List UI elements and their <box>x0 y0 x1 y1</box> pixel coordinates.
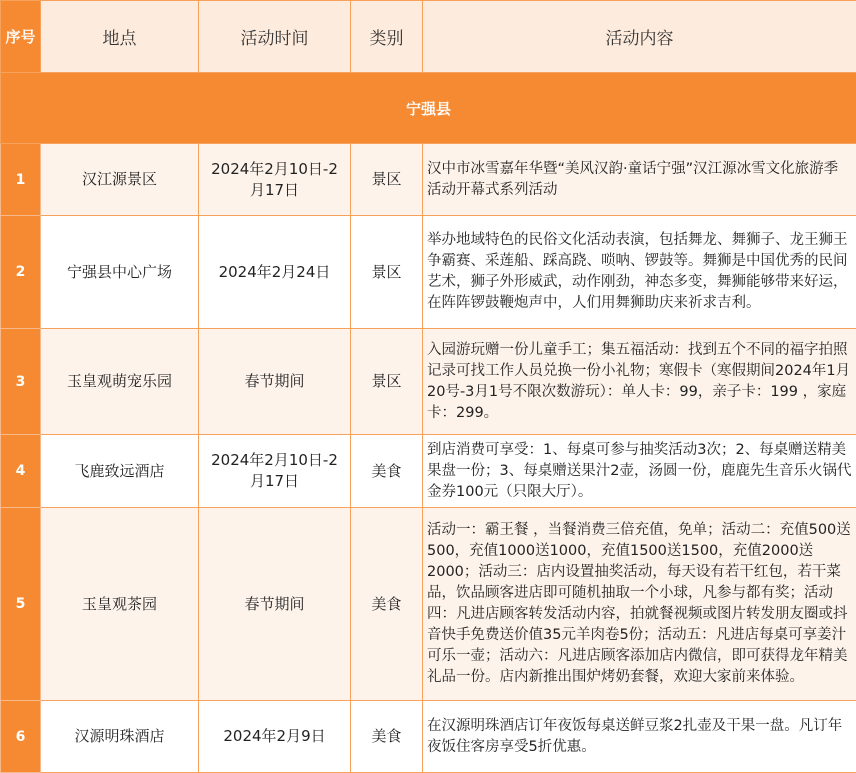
row-category: 美食 <box>351 508 423 701</box>
row-time: 2024年2月10日-2月17日 <box>199 435 351 508</box>
row-place: 汉源明珠酒店 <box>41 701 199 773</box>
table-row <box>1 701 856 773</box>
header-time: 活动时间 <box>199 1 351 73</box>
row-category: 美食 <box>351 701 423 773</box>
row-time: 春节期间 <box>199 329 351 435</box>
row-time: 2024年2月9日 <box>199 701 351 773</box>
row-number: 6 <box>1 701 41 773</box>
row-content: 到店消费可享受：1、每桌可参与抽奖活动3次；2、每桌赠送精美果盘一份；3、每桌赠送果汁2壶，汤圆一份，鹿鹿先生音乐火锅代金券100元（只限大厅）。 <box>423 435 856 508</box>
header-place: 地点 <box>41 1 199 73</box>
table-header-row <box>1 1 856 73</box>
row-number: 4 <box>1 435 41 508</box>
row-place: 飞鹿致远酒店 <box>41 435 199 508</box>
row-category: 景区 <box>351 216 423 329</box>
row-place: 汉江源景区 <box>41 144 199 216</box>
row-content: 在汉源明珠酒店订年夜饭每桌送鲜豆浆2扎壶及干果一盘。凡订年夜饭住客房享受5折优惠。 <box>423 701 856 773</box>
row-content: 入园游玩赠一份儿童手工；集五福活动：找到五个不同的福字拍照记录可找工作人员兑换一份小礼物；寒假卡（寒假期间2024年1月20号-3月1号不限次数游玩）：单人卡：99，亲子卡：199 ，家庭卡：299。 <box>423 329 856 435</box>
row-content: 汉中市冰雪嘉年华暨“美风汉韵·童话宁强”汉江源冰雪文化旅游季活动开幕式系列活动 <box>423 144 856 216</box>
row-number: 2 <box>1 216 41 329</box>
row-content: 举办地域特色的民俗文化活动表演，包括舞龙、舞狮子、龙王狮王争霸赛、采莲船、踩高跷、唢呐、锣鼓等。舞狮是中国优秀的民间艺术，狮子外形威武，动作刚劲，神态多变，舞狮能够带来好运，在阵阵锣鼓鞭炮声中，人们用舞狮助庆来祈求吉利。 <box>423 216 856 329</box>
row-place: 宁强县中心广场 <box>41 216 199 329</box>
row-category: 美食 <box>351 435 423 508</box>
table-row <box>1 144 856 216</box>
row-number: 3 <box>1 329 41 435</box>
row-number: 5 <box>1 508 41 701</box>
row-place: 玉皇观茶园 <box>41 508 199 701</box>
region-row <box>1 73 856 144</box>
row-place: 玉皇观萌宠乐园 <box>41 329 199 435</box>
row-time: 2024年2月24日 <box>199 216 351 329</box>
header-category: 类别 <box>351 1 423 73</box>
table-row <box>1 216 856 329</box>
row-time: 春节期间 <box>199 508 351 701</box>
row-time: 2024年2月10日-2月17日 <box>199 144 351 216</box>
table-row <box>1 329 856 435</box>
header-content: 活动内容 <box>423 1 856 73</box>
region-label: 宁强县 <box>1 73 856 144</box>
row-category: 景区 <box>351 329 423 435</box>
table-row <box>1 508 856 701</box>
row-number: 1 <box>1 144 41 216</box>
table-row <box>1 435 856 508</box>
row-content: 活动一：霸王餐 ，当餐消费三倍充值，免单；活动二：充值500送500，充值1000送1000，充值1500送1500，充值2000送2000；活动三：店内设置抽奖活动，每天设有若干红包，若干菜品，饮品顾客进店即可随机抽取一个小球，凡参与都有奖；活动四：凡进店顾客转发活动内容，拍就餐视频或图片转发朋友圈或抖音快手免费送价值35元羊肉卷5份；活动五：凡进店每桌可享姜汁可乐一壶；活动六：凡进店顾客添加店内微信，即可获得龙年精美礼品一份。店内新推出围炉烤奶套餐，欢迎大家前来体验。 <box>423 508 856 701</box>
row-category: 景区 <box>351 144 423 216</box>
header-no: 序号 <box>1 1 41 73</box>
